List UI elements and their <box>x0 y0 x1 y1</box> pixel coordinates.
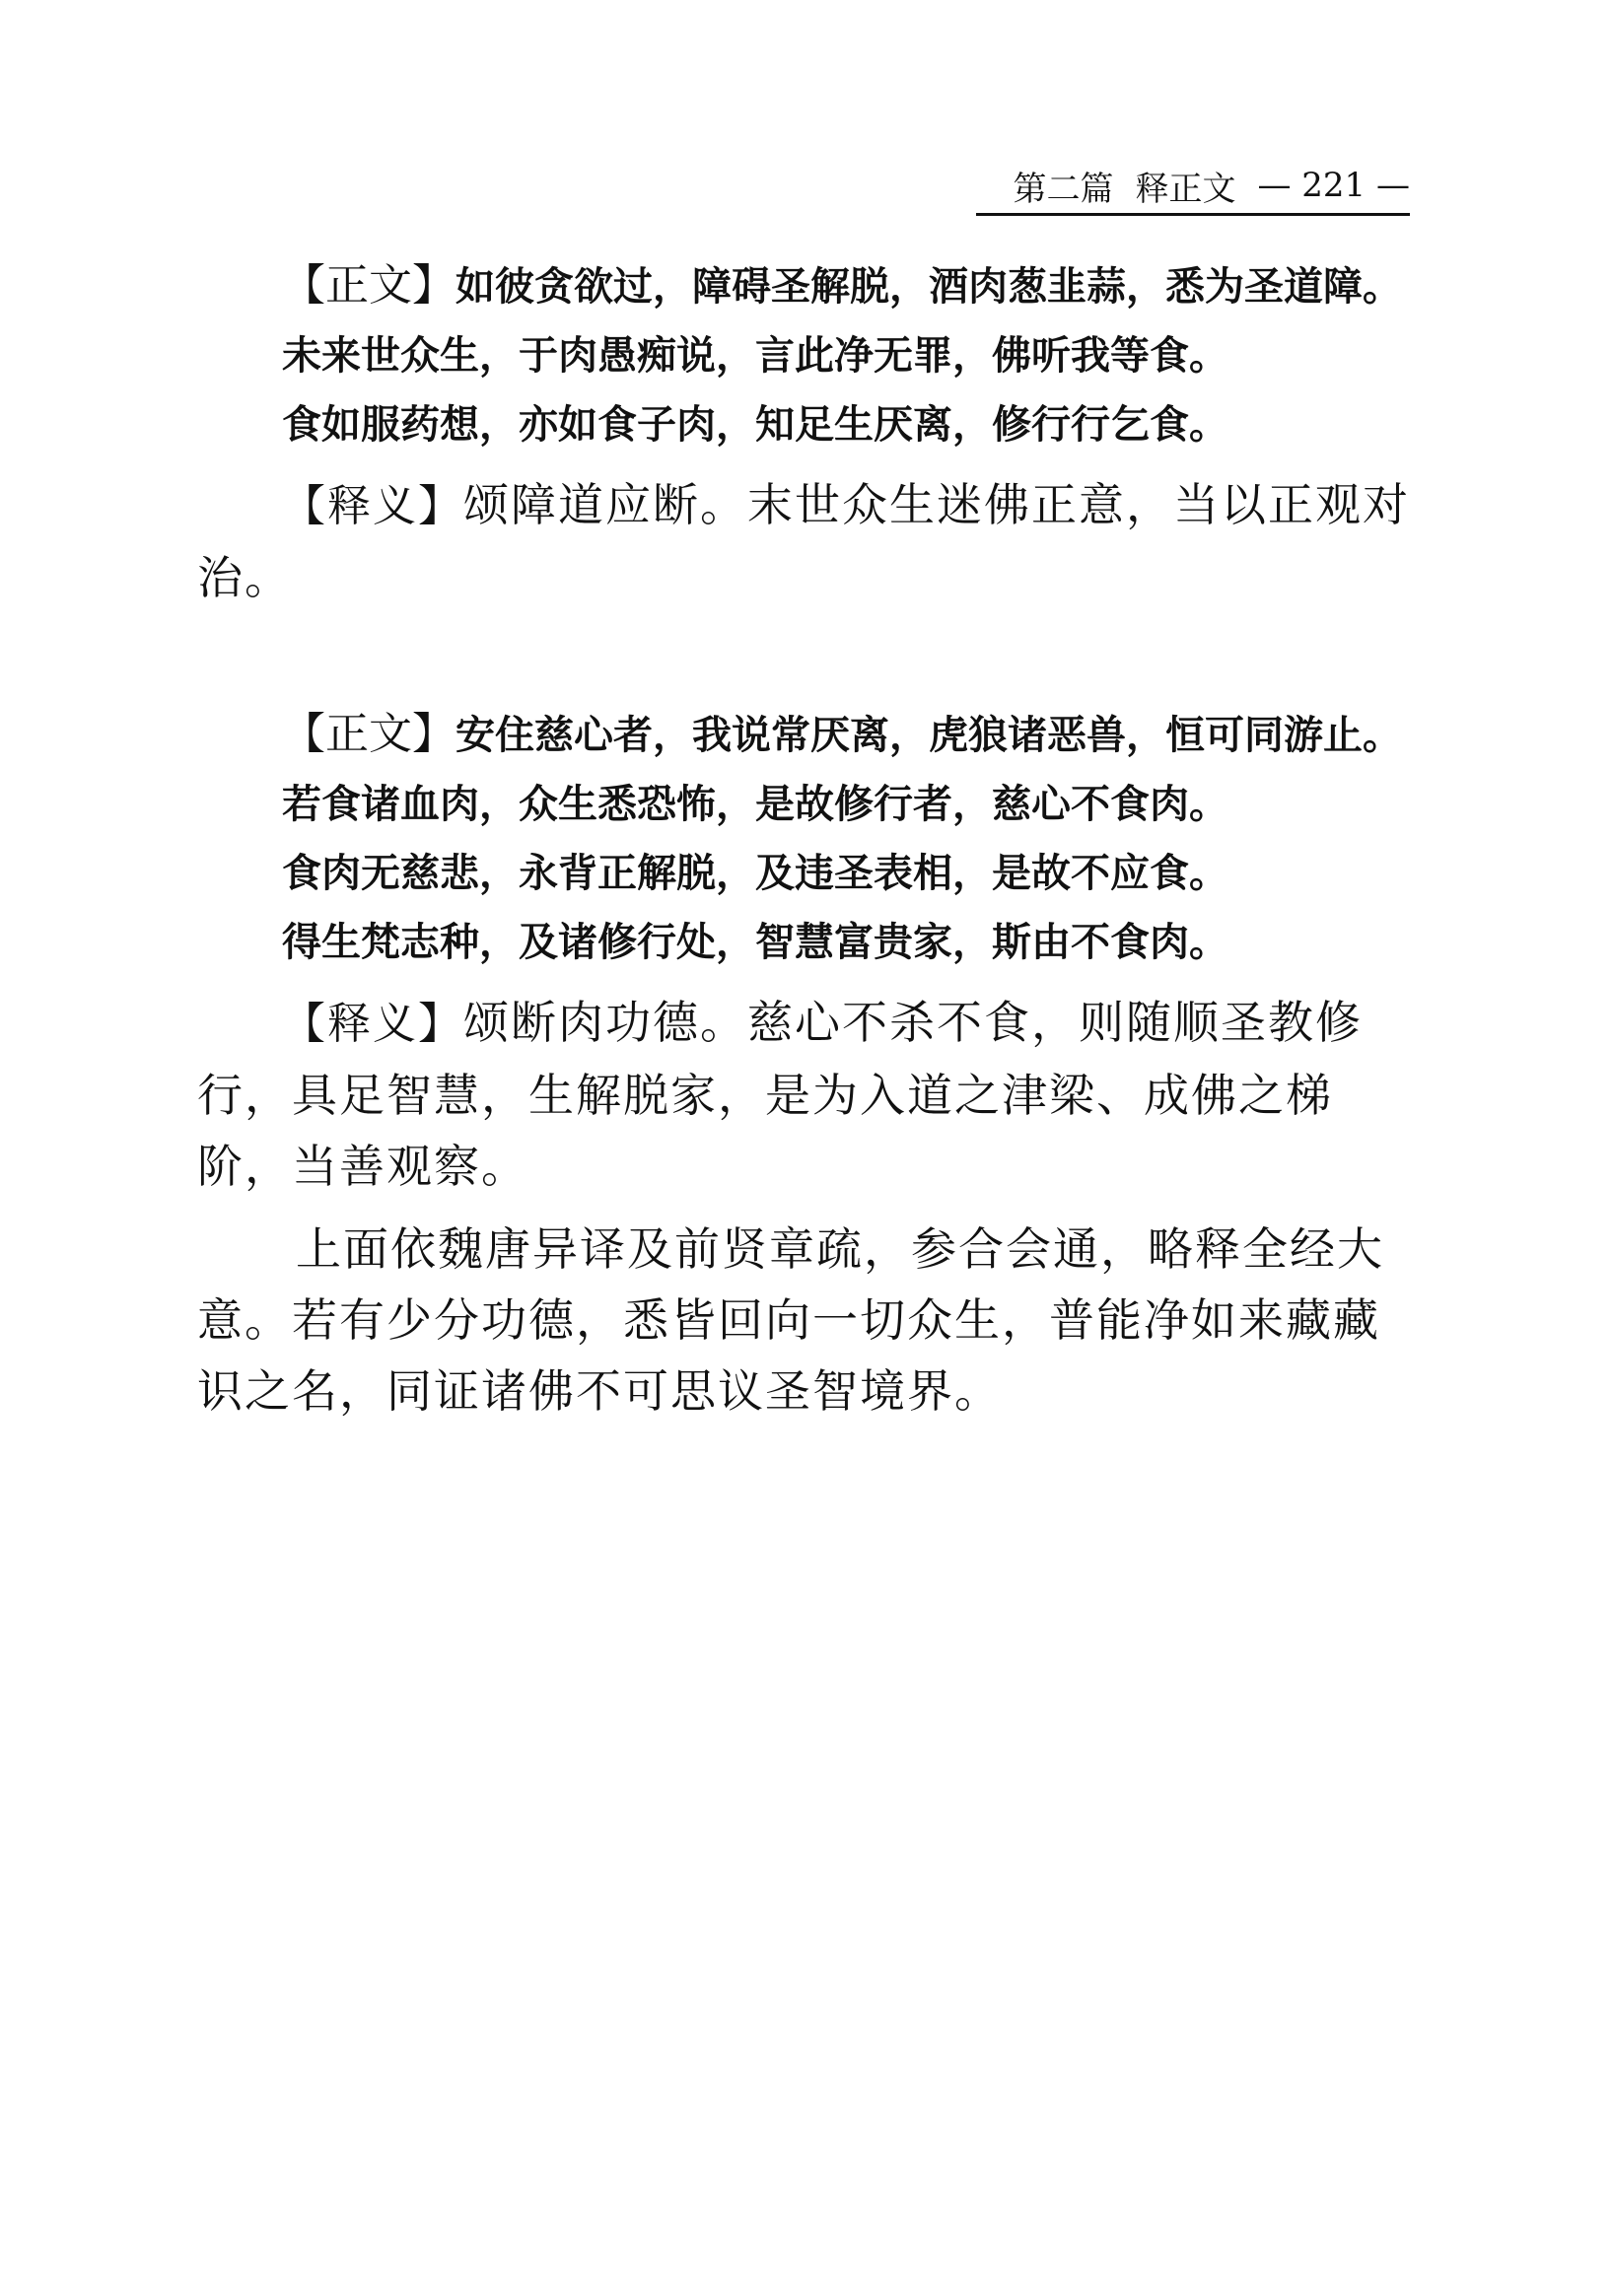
gloss-tag: 【释义】 <box>282 999 463 1049</box>
section-gap <box>197 613 1420 700</box>
verse-line: 食如服药想，亦如食子肉，知足生厌离，修行行乞食。 <box>282 402 1228 448</box>
header-section: 第二篇 <box>1013 169 1114 209</box>
gloss-paragraph-1 <box>197 469 1420 613</box>
verse-line: 若食诸血肉，众生悉恐怖，是故修行者，慈心不食肉。 <box>282 782 1228 827</box>
verse-text: 如彼贪欲过，障碍圣解脱，酒肉葱韭蒜，悉为圣道障。 <box>456 264 1402 310</box>
gloss-text: 颂障道应断。末世众生迷佛正意，当以正观对治。 <box>197 478 1410 604</box>
verse-line <box>197 251 1420 321</box>
main-text <box>197 251 1420 1426</box>
verse-block-1 <box>197 251 1420 459</box>
running-header <box>976 158 1410 216</box>
gloss-paragraph-2 <box>197 987 1420 1202</box>
verse-text: 安住慈心者，我说常厌离，虎狼诸恶兽，恒可同游止。 <box>456 713 1402 758</box>
closing-paragraph: 上面依魏唐异译及前贤章疏，参合会通，略释全经大意。若有少分功德，悉皆回向一切众生，普能净如来藏藏识之名，同证诸佛不可思议圣智境界。 <box>197 1222 1384 1418</box>
gloss-text: 颂断肉功德。慈心不杀不食，则随顺圣教修行，具足智慧，生解脱家，是为入道之津梁、成佛之梯阶，当善观察。 <box>197 996 1363 1193</box>
verse-line <box>197 700 1420 770</box>
verse-tag: 【正文】 <box>282 260 456 311</box>
gloss-tag: 【释义】 <box>282 481 463 531</box>
header-chapter: 释正文 <box>1135 169 1236 209</box>
verse-tag: 【正文】 <box>282 709 456 759</box>
verse-block-2 <box>197 700 1420 977</box>
verse-line: 未来世众生，于肉愚痴说，言此净无罪，佛听我等食。 <box>282 333 1228 379</box>
verse-line: 食肉无慈悲，永背正解脱，及违圣表相，是故不应食。 <box>282 851 1228 896</box>
verse-line: 得生梵志种，及诸修行处，智慧富贵家，斯由不食肉。 <box>282 920 1228 965</box>
page-number: — 221 — <box>1257 166 1410 205</box>
